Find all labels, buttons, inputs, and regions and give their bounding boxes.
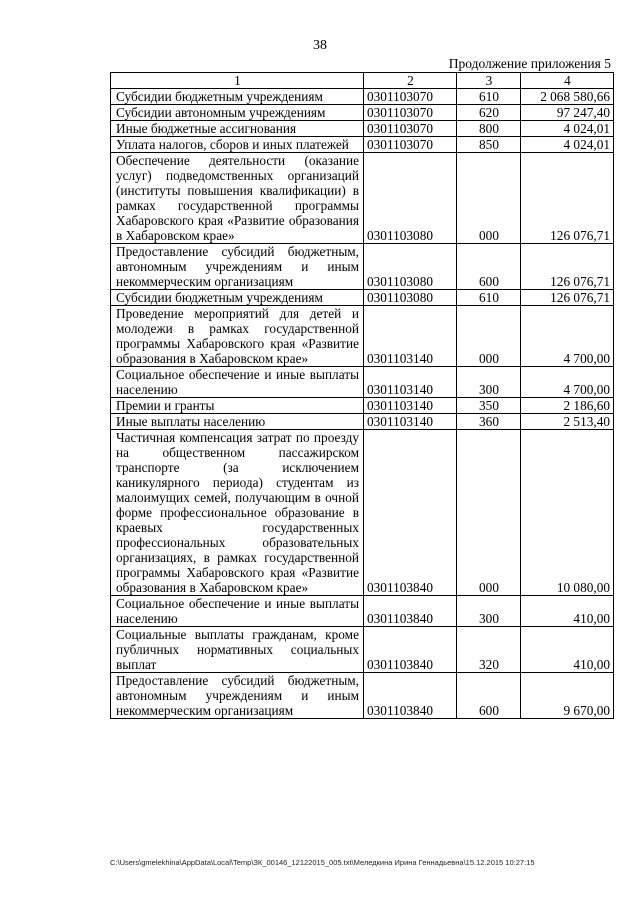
row-code: 0301103840 — [364, 673, 457, 719]
row-name: Социальные выплаты гражданам, кроме публичных нормативных социальных выплат — [111, 627, 364, 673]
row-name: Премии и гранты — [111, 398, 364, 414]
row-type: 800 — [457, 121, 521, 137]
row-type: 000 — [457, 306, 521, 367]
row-code: 0301103080 — [364, 153, 457, 244]
table-row — [111, 596, 614, 627]
row-amount: 4 700,00 — [521, 306, 614, 367]
table-row — [111, 290, 614, 306]
row-code: 0301103840 — [364, 430, 457, 596]
row-name: Предоставление субсидий бюджетным, автономным учреждениям и иным некоммерческим организациям — [111, 673, 364, 719]
file-path-footer: C:\Users\gmelekhina\AppData\Local\Temp\ЗК_00146_12122015_005.txt\Меледкина Ирина Геннадьевна\15.12.2015 10:27:15 — [110, 858, 535, 867]
header-cell-1: 1 — [111, 73, 364, 89]
row-amount: 2 186,60 — [521, 398, 614, 414]
header-cell-3: 3 — [457, 73, 521, 89]
row-name: Субсидии бюджетным учреждениям — [111, 89, 364, 105]
row-type: 320 — [457, 627, 521, 673]
row-type: 300 — [457, 596, 521, 627]
row-amount: 2 068 580,66 — [521, 89, 614, 105]
table-row — [111, 430, 614, 596]
row-type: 360 — [457, 414, 521, 430]
row-type: 000 — [457, 153, 521, 244]
row-name: Субсидии автономным учреждениям — [111, 105, 364, 121]
row-type: 600 — [457, 244, 521, 290]
header-row — [111, 73, 614, 89]
row-name: Обеспечение деятельности (оказание услуг) подведомственных организаций (институты повышения квалификации) в рамках государственной программы Хабаровского края «Развитие образования в Хабаровском крае» — [111, 153, 364, 244]
table-row — [111, 121, 614, 137]
table-row — [111, 244, 614, 290]
row-type: 620 — [457, 105, 521, 121]
row-amount: 97 247,40 — [521, 105, 614, 121]
row-name: Частичная компенсация затрат по проезду на общественном пассажирском транспорте (за исключением каникулярного периода) студентам из малоимущих семей, получающим в очной форме профессиональное образование в краевых государственных профессиональных образовательных организациях, в рамках государственной программы Хабаровского края «Развитие образования в Хабаровском крае» — [111, 430, 364, 596]
row-amount: 410,00 — [521, 627, 614, 673]
row-amount: 9 670,00 — [521, 673, 614, 719]
row-amount: 126 076,71 — [521, 244, 614, 290]
page-number: 38 — [313, 38, 327, 53]
row-amount: 10 080,00 — [521, 430, 614, 596]
row-type: 600 — [457, 673, 521, 719]
row-type: 850 — [457, 137, 521, 153]
row-type: 350 — [457, 398, 521, 414]
continuation-label: Продолжение приложения 5 — [448, 56, 611, 71]
row-name: Иные выплаты населению — [111, 414, 364, 430]
row-code: 0301103840 — [364, 627, 457, 673]
row-name: Субсидии бюджетным учреждениям — [111, 290, 364, 306]
row-type: 610 — [457, 290, 521, 306]
table-row — [111, 105, 614, 121]
row-amount: 126 076,71 — [521, 290, 614, 306]
table-row — [111, 398, 614, 414]
table-row — [111, 414, 614, 430]
row-code: 0301103080 — [364, 244, 457, 290]
table-row — [111, 673, 614, 719]
table-row — [111, 89, 614, 105]
row-amount: 4 024,01 — [521, 137, 614, 153]
budget-table — [110, 72, 614, 719]
row-name: Иные бюджетные ассигнования — [111, 121, 364, 137]
row-name: Социальное обеспечение и иные выплаты населению — [111, 367, 364, 398]
row-name: Уплата налогов, сборов и иных платежей — [111, 137, 364, 153]
row-code: 0301103140 — [364, 414, 457, 430]
row-amount: 4 700,00 — [521, 367, 614, 398]
table-row — [111, 627, 614, 673]
row-type: 610 — [457, 89, 521, 105]
row-code: 0301103840 — [364, 596, 457, 627]
row-name: Предоставление субсидий бюджетным, автономным учреждениям и иным некоммерческим организациям — [111, 244, 364, 290]
row-type: 000 — [457, 430, 521, 596]
table-row — [111, 306, 614, 367]
row-code: 0301103140 — [364, 398, 457, 414]
row-amount: 2 513,40 — [521, 414, 614, 430]
header-cell-4: 4 — [521, 73, 614, 89]
row-code: 0301103070 — [364, 137, 457, 153]
row-code: 0301103070 — [364, 89, 457, 105]
row-code: 0301103070 — [364, 105, 457, 121]
row-amount: 4 024,01 — [521, 121, 614, 137]
row-code: 0301103140 — [364, 306, 457, 367]
table-row — [111, 367, 614, 398]
table-row — [111, 153, 614, 244]
row-code: 0301103080 — [364, 290, 457, 306]
row-amount: 126 076,71 — [521, 153, 614, 244]
row-amount: 410,00 — [521, 596, 614, 627]
row-type: 300 — [457, 367, 521, 398]
header-cell-2: 2 — [364, 73, 457, 89]
row-name: Проведение мероприятий для детей и молодежи в рамках государственной программы Хабаровского края «Развитие образования в Хабаровском крае» — [111, 306, 364, 367]
row-code: 0301103070 — [364, 121, 457, 137]
table-row — [111, 137, 614, 153]
row-name: Социальное обеспечение и иные выплаты населению — [111, 596, 364, 627]
row-code: 0301103140 — [364, 367, 457, 398]
